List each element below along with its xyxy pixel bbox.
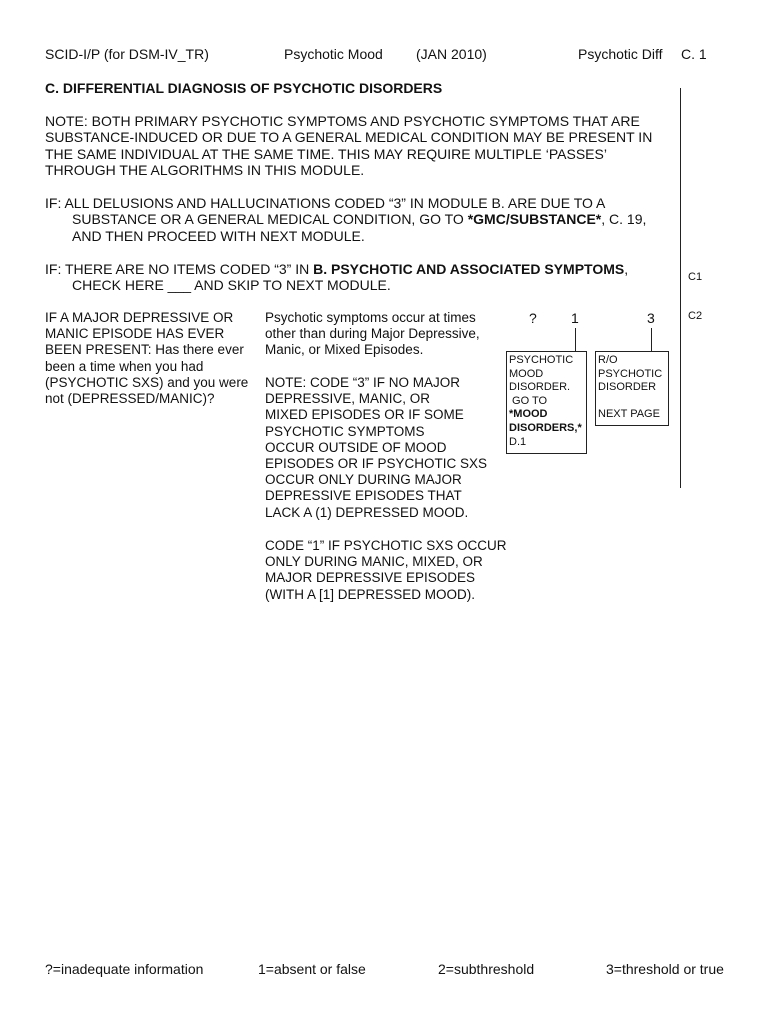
- note-line: NOTE: BOTH PRIMARY PSYCHOTIC SYMPTOMS AND PSYCHOTIC SYMPTOMS THAT ARE: [45, 113, 640, 129]
- outcome-text: NEXT PAGE: [598, 408, 660, 421]
- coding-note-line: NOTE: CODE “3” IF NO MAJOR: [265, 375, 461, 390]
- instruction-text: ,: [624, 261, 629, 277]
- coding-note-line: ONLY DURING MANIC, MIXED, OR: [265, 554, 483, 570]
- note-line: SUBSTANCE-INDUCED OR DUE TO A GENERAL MEDICAL CONDITION MAY BE PRESENT IN: [45, 129, 653, 146]
- instruction-line: AND THEN PROCEED WITH NEXT MODULE.: [72, 227, 365, 244]
- question-line: BEEN PRESENT: Has there ever: [45, 342, 244, 358]
- coding-note-line: (WITH A [1] DEPRESSED MOOD).: [265, 586, 476, 602]
- instruction-text: SUBSTANCE OR A GENERAL MEDICAL CONDITION, GO TO: [72, 211, 468, 228]
- instruction-text: , C. 19,: [601, 211, 647, 228]
- module-b-reference: B. PSYCHOTIC AND ASSOCIATED SYMPTOMS: [313, 261, 625, 277]
- legend-threshold: 3=threshold or true: [606, 961, 724, 977]
- note-line: THROUGH THE ALGORITHMS IN THIS MODULE.: [45, 161, 365, 178]
- outcome-text: PSYCHOTIC: [509, 354, 574, 366]
- coding-note-1: [265, 538, 507, 603]
- outcome-text: DISORDER: [598, 381, 657, 394]
- form-date: (JAN 2010): [416, 46, 487, 62]
- outcome-box-psychotic-disorder: [595, 351, 669, 426]
- coding-note-line: OCCUR OUTSIDE OF MOOD: [265, 439, 447, 455]
- rating-code-3[interactable]: 3: [647, 310, 655, 326]
- instruction-line: CHECK HERE ___ AND SKIP TO NEXT MODULE.: [72, 277, 391, 294]
- coding-note-line: PSYCHOTIC SYMPTOMS: [265, 423, 425, 439]
- margin-rule: [680, 88, 681, 488]
- coding-note-line: DEPRESSIVE EPISODES THAT: [265, 488, 462, 504]
- coding-note-line: LACK A (1) DEPRESSED MOOD.: [265, 504, 469, 520]
- gmc-substance-link: *GMC/SUBSTANCE*: [467, 211, 602, 228]
- outcome-text: DISORDER.: [509, 381, 571, 394]
- question-line: not (DEPRESSED/MANIC)?: [45, 391, 215, 407]
- note-paragraph: [45, 113, 652, 178]
- coding-note-3: [265, 375, 487, 521]
- coding-note-line: MIXED EPISODES OR IF SOME: [265, 407, 464, 423]
- item-label-c1: C1: [688, 271, 703, 283]
- instruction-no-items: [45, 261, 628, 294]
- note-line: THE SAME INDIVIDUAL AT THE SAME TIME. THIS MAY REQUIRE MULTIPLE ‘PASSES’: [45, 145, 607, 162]
- outcome-text: R/O: [598, 354, 618, 366]
- outcome-text: MOOD: [509, 367, 544, 380]
- instruction-text: IF: THERE ARE NO ITEMS CODED “3” IN: [45, 261, 314, 277]
- item-label-c2: C2: [688, 310, 703, 322]
- page-title: C. DIFFERENTIAL DIAGNOSIS OF PSYCHOTIC DISORDERS: [45, 80, 443, 96]
- module-name: Psychotic Diff: [578, 46, 663, 62]
- rating-code-1[interactable]: 1: [571, 310, 579, 326]
- form-version: SCID-I/P (for DSM-IV_TR): [45, 46, 209, 62]
- legend-absent: 1=absent or false: [258, 961, 366, 977]
- coding-note-line: OCCUR ONLY DURING MAJOR: [265, 472, 462, 488]
- coding-note-line: EPISODES OR IF PSYCHOTIC SXS: [265, 456, 488, 472]
- question-line: been a time when you had: [45, 358, 204, 374]
- criterion-line: other than during Major Depressive,: [265, 326, 480, 342]
- criterion-line: Manic, or Mixed Episodes.: [265, 342, 424, 358]
- instruction-line: IF: ALL DELUSIONS AND HALLUCINATIONS CODED “3” IN MODULE B. ARE DUE TO A: [45, 195, 606, 211]
- coding-note-line: DEPRESSIVE, MANIC, OR: [265, 391, 431, 407]
- interview-question: [45, 310, 248, 407]
- legend-subthreshold: 2=subthreshold: [438, 961, 535, 977]
- outcome-box-mood-disorder: [506, 351, 587, 454]
- outcome-text: GO TO: [509, 394, 548, 407]
- outcome-text: PSYCHOTIC: [598, 367, 663, 380]
- question-line: IF A MAJOR DEPRESSIVE OR: [45, 310, 234, 325]
- page-number: C. 1: [681, 46, 707, 62]
- outcome-link: *MOOD: [509, 408, 548, 421]
- outcome-link: DISORDERS,*: [509, 421, 582, 434]
- section-name: Psychotic Mood: [284, 46, 383, 62]
- spacer: [598, 395, 666, 409]
- criterion-text: [265, 310, 480, 359]
- instruction-gmc-substance: [45, 195, 646, 244]
- connector-line-1: [575, 328, 576, 351]
- instruction-line: [45, 211, 646, 227]
- outcome-text: D.1: [509, 435, 527, 448]
- rating-code-unknown[interactable]: ?: [529, 310, 537, 326]
- instruction-line: [45, 261, 628, 277]
- question-line: (PSYCHOTIC SXS) and you were: [45, 374, 249, 390]
- criterion-line: Psychotic symptoms occur at times: [265, 310, 476, 325]
- coding-note-line: MAJOR DEPRESSIVE EPISODES: [265, 570, 476, 586]
- coding-note-line: CODE “1” IF PSYCHOTIC SXS OCCUR: [265, 538, 507, 553]
- connector-line-3: [651, 328, 652, 351]
- legend-inadequate: ?=inadequate information: [45, 961, 204, 977]
- question-line: MANIC EPISODE HAS EVER: [45, 326, 225, 342]
